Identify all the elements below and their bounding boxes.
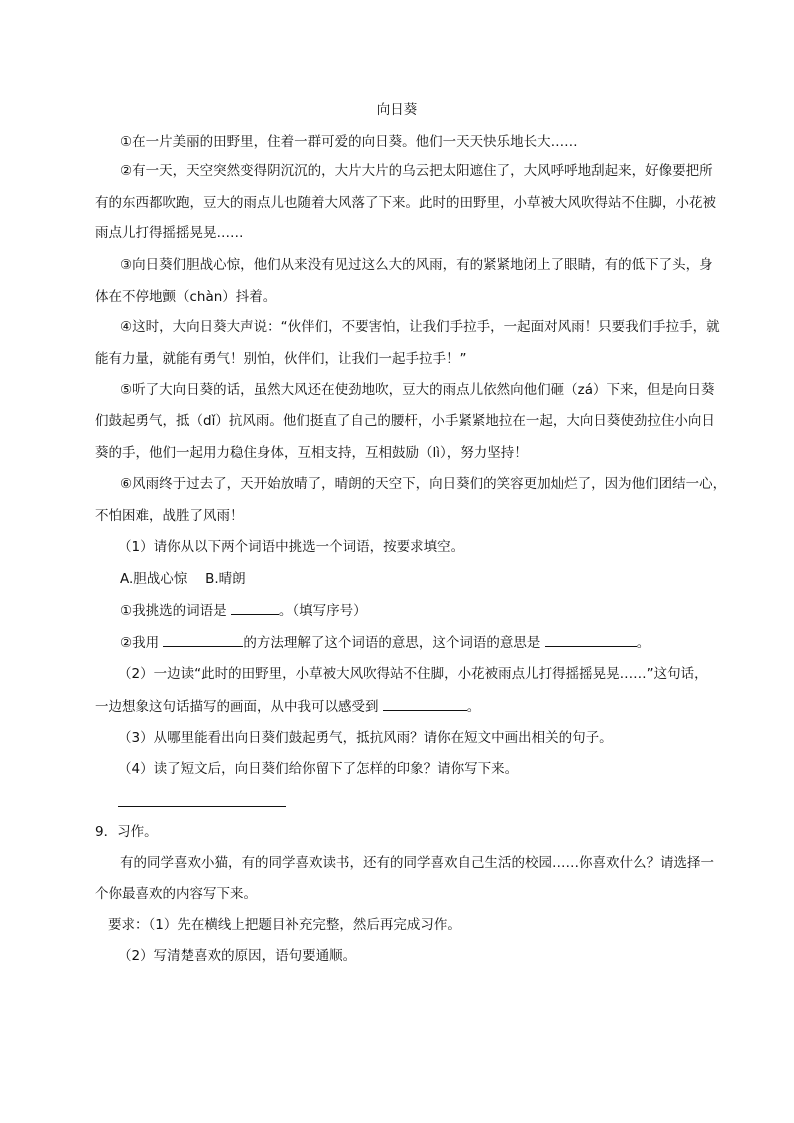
- question-3: （3）从哪里能看出向日葵们鼓起勇气，抵抗风雨？请你在短文中画出相关的句子。: [118, 730, 613, 746]
- question-1-part-b-suffix: 。: [636, 635, 651, 651]
- passage-title: 向日葵: [376, 102, 418, 118]
- selected-word-blank[interactable]: [231, 601, 279, 615]
- question-1: （1）请你从以下两个词语中挑选一个词语，按要求填空。: [118, 539, 465, 555]
- question-2-line-2: [95, 697, 480, 716]
- paragraph-4-line-2: 能有力量，就能有勇气！别怕，伙伴们，让我们一起手拉手！”: [95, 351, 467, 367]
- paragraph-2-line-3: 雨点儿打得摇摇晃晃……: [95, 225, 244, 241]
- question-2-text: 一边想象这句话描写的画面，从中我可以感受到: [95, 699, 383, 715]
- section-9-intro-line-2: 个你最喜欢的内容写下来。: [95, 886, 257, 902]
- question-1-part-a: [120, 601, 367, 620]
- feeling-blank[interactable]: [383, 697, 467, 711]
- paragraph-4-line-1: ④这时，大向日葵大声说：“伙伴们，不要害怕，让我们手拉手，一起面对风雨！只要我们手拉手，就: [120, 319, 720, 335]
- question-1-part-b: [120, 633, 650, 652]
- paragraph-5-line-1: ⑤听了大向日葵的话，虽然大风还在使劲地吹，豆大的雨点儿依然向他们砸（zá）下来，但是向日葵: [120, 382, 715, 398]
- paragraph-2-line-2: 有的东西都吹跑，豆大的雨点儿也随着大风落了下来。此时的田野里，小草被大风吹得站不住脚，小花被: [95, 195, 716, 211]
- paragraph-5-line-3: 葵的手，他们一起用力稳住身体，互相支持，互相鼓励（lì），努力坚持！: [95, 445, 528, 461]
- paragraph-5-line-2: 们鼓起勇气，抵（dǐ）抗风雨。他们挺直了自己的腰杆，小手紧紧地拉在一起，大向日葵使劲拉住小向日: [95, 413, 715, 429]
- section-9-intro-line-1: 有的同学喜欢小猫，有的同学喜欢读书，还有的同学喜欢自己生活的校园……你喜欢什么？请选择一: [120, 855, 714, 871]
- question-1-options: A.胆战心惊 B.晴朗: [120, 571, 246, 587]
- paragraph-1: ①在一片美丽的田野里，住着一群可爱的向日葵。他们一天天快乐地长大……: [120, 134, 578, 150]
- paragraph-2-line-1: ②有一天，天空突然变得阴沉沉的，大片大片的乌云把太阳遮住了，大风呼呼地刮起来，好像要把所: [120, 163, 713, 179]
- method-blank[interactable]: [163, 633, 243, 647]
- question-2-line-1: （2）一边读“此时的田野里，小草被大风吹得站不住脚，小花被雨点儿打得摇摇晃晃……”这句话，: [118, 666, 708, 682]
- paragraph-3-line-2: 体在不停地颤（chàn）抖着。: [95, 289, 277, 305]
- question-1-part-b-text: ②我用: [120, 635, 164, 651]
- question-1-part-b-middle: 的方法理解了这个词语的意思，这个词语的意思是: [243, 635, 545, 651]
- meaning-blank[interactable]: [545, 633, 637, 647]
- question-4-answer-line[interactable]: [118, 806, 286, 807]
- paragraph-6-line-1: ⑥风雨终于过去了，天开始放晴了，晴朗的天空下，向日葵们的笑容更加灿烂了，因为他们团结一心，: [120, 476, 727, 492]
- paragraph-6-line-2: 不怕困难，战胜了风雨！: [95, 508, 244, 524]
- question-1-part-a-text: ①我挑选的词语是: [120, 603, 231, 619]
- paragraph-3-line-1: ③向日葵们胆战心惊，他们从来没有见过这么大的风雨，有的紧紧地闭上了眼睛，有的低下了头，身: [120, 257, 713, 273]
- question-2-suffix: 。: [466, 699, 481, 715]
- section-9-heading: 9．习作。: [95, 824, 158, 840]
- section-9-requirement-2: （2）写清楚喜欢的原因，语句要通顺。: [118, 948, 357, 964]
- question-1-part-a-suffix: 。（填写序号）: [278, 603, 367, 619]
- section-9-requirement-1: 要求：（1）先在横线上把题目补充完整，然后再完成习作。: [108, 917, 461, 933]
- question-4: （4）读了短文后，向日葵们给你留下了怎样的印象？请你写下来。: [118, 761, 519, 777]
